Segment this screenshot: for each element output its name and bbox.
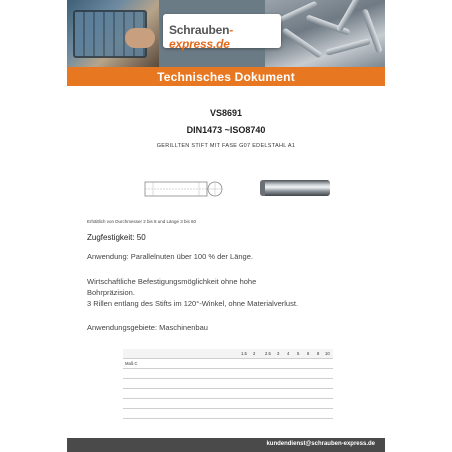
table-header-cell: 2.5 — [265, 351, 271, 356]
logo-main-text: Schrauben — [169, 23, 230, 37]
table-header-row — [123, 349, 333, 359]
table-row-label: Maß C — [125, 361, 138, 366]
table-row — [123, 369, 333, 379]
product-norm: DIN1473 ~ISO8740 — [186, 125, 266, 135]
document-title-bar — [67, 67, 385, 86]
toolbox-photo — [67, 0, 159, 67]
benefit-line-1: Wirtschaftliche Befestigungsmöglichkeit ohne hohe — [87, 277, 257, 286]
grooved-pin-photo — [260, 180, 330, 196]
table-row — [123, 389, 333, 399]
table-header-cell: 4 — [287, 351, 290, 356]
availability-note: Erhältlich von Durchmesser 2 bis 8 und Länge 3 bis 60 — [87, 219, 197, 224]
table-row — [123, 399, 333, 409]
footer-bar — [67, 438, 385, 452]
product-code: VS8691 — [209, 108, 243, 118]
table-header-cell: 8 — [317, 351, 320, 356]
dimension-table — [123, 349, 333, 419]
application-text: Anwendung: Parallelnuten über 100 % der Länge. — [87, 252, 253, 261]
table-header-cell: 1.5 — [241, 351, 247, 356]
table-header-cell: 2 — [253, 351, 256, 356]
benefit-line-2: Bohrpräzision. — [87, 288, 135, 297]
header-banner — [67, 0, 385, 67]
table-row — [123, 359, 333, 369]
screws-photo — [265, 0, 385, 67]
table-header-cell: 6 — [307, 351, 310, 356]
table-header-cell: 5 — [297, 351, 300, 356]
product-description: GERILLTEN STIFT MIT FASE G07 EDELSTAHL A1 — [156, 143, 296, 149]
logo-accent-text: -express.de — [169, 23, 234, 51]
table-row — [123, 379, 333, 389]
document-title: Technisches Dokument — [157, 69, 295, 84]
application-areas: Anwendungsgebiete: Maschinenbau — [87, 323, 208, 332]
table-row — [123, 409, 333, 419]
contact-email-link[interactable]: kundendienst@schrauben-express.de — [266, 441, 375, 447]
technical-drawing — [143, 176, 225, 202]
document-page — [67, 0, 385, 452]
benefit-line-3: 3 Rillen entlang des Stifts im 120°-Winkel, ohne Materialverlust. — [87, 299, 299, 308]
tensile-strength: Zugfestigkeit: 50 — [87, 233, 146, 242]
table-header-cell: 3 — [277, 351, 280, 356]
table-header-cell: 10 — [325, 351, 330, 356]
brand-logo[interactable] — [163, 14, 281, 51]
